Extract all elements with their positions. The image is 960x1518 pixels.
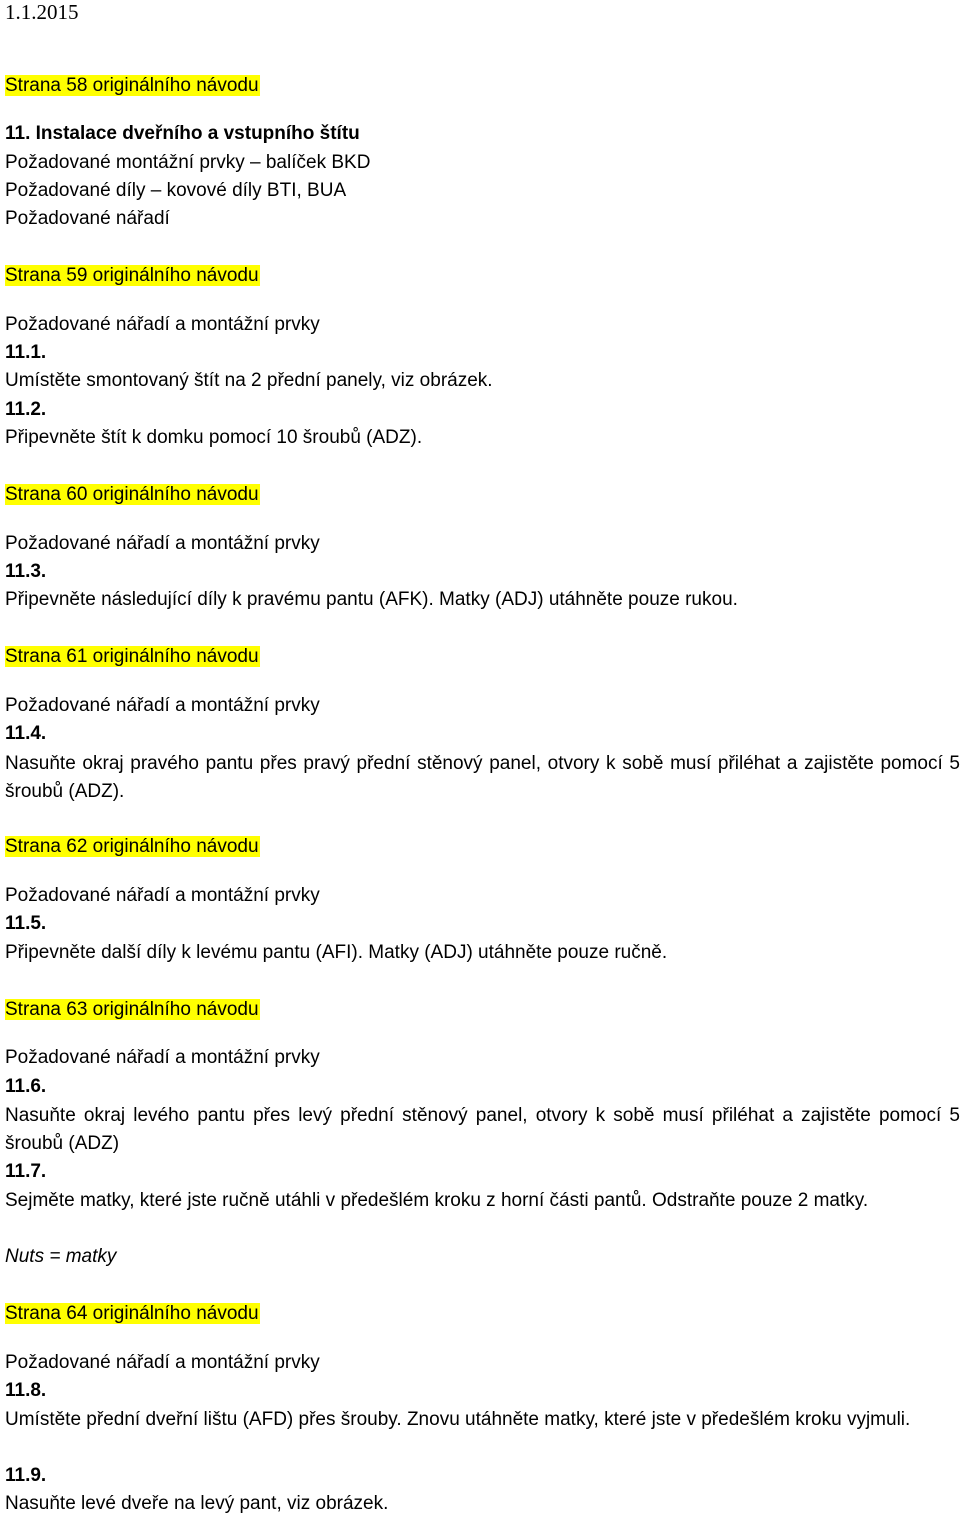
step-number-11-6: 11.6. (5, 1076, 47, 1097)
tools-and-parts-59: Požadované nářadí a montážní prvky (5, 314, 320, 335)
page-reference-61-text: Strana 61 originálního návodu (5, 646, 259, 667)
step-text-11-4: Nasuňte okraj pravého pantu přes pravý přední stěnový panel, otvory k sobě musí přiléhat a zajistěte pomocí 5 šroubů (ADZ). (5, 753, 960, 802)
page-reference-64 (5, 1302, 260, 1326)
step-number-11-2: 11.2. (5, 399, 47, 420)
tools-and-parts-60: Požadované nářadí a montážní prvky (5, 533, 320, 554)
page-reference-63 (5, 998, 260, 1022)
step-text-11-6: Nasuňte okraj levého pantu přes levý přední stěnový panel, otvory k sobě musí přiléhat a zajistěte pomocí 5 šroubů (ADZ) (5, 1105, 960, 1154)
page-reference-63-text: Strana 63 originálního návodu (5, 999, 259, 1020)
required-metal-parts-line: Požadované díly – kovové díly BTI, BUA (5, 180, 347, 201)
step-number-11-9: 11.9. (5, 1465, 47, 1486)
tools-and-parts-61: Požadované nářadí a montážní prvky (5, 695, 320, 716)
step-number-11-5: 11.5. (5, 913, 47, 934)
step-number-11-4: 11.4. (5, 723, 47, 744)
step-text-11-2: Připevněte štít k domku pomocí 10 šroubů (ADZ). (5, 427, 423, 448)
required-parts-line: Požadované montážní prvky – balíček BKD (5, 152, 371, 173)
page-reference-60 (5, 483, 260, 507)
step-text-11-8: Umístěte přední dveřní lištu (AFD) přes šrouby. Znovu utáhněte matky, které jste v předešlém kroku vyjmuli. (5, 1409, 911, 1430)
translation-note: Nuts = matky (5, 1246, 117, 1267)
step-number-11-8: 11.8. (5, 1380, 47, 1401)
page-reference-64-text: Strana 64 originálního návodu (5, 1303, 259, 1324)
page-reference-59 (5, 264, 260, 288)
step-text-11-1: Umístěte smontovaný štít na 2 přední panely, viz obrázek. (5, 370, 493, 391)
required-tools-line: Požadované nářadí (5, 208, 170, 229)
page-reference-62 (5, 835, 260, 859)
tools-and-parts-62: Požadované nářadí a montážní prvky (5, 885, 320, 906)
page-reference-60-text: Strana 60 originálního návodu (5, 484, 259, 505)
tools-and-parts-64: Požadované nářadí a montážní prvky (5, 1352, 320, 1373)
step-number-11-3: 11.3. (5, 561, 47, 582)
step-text-11-9: Nasuňte levé dveře na levý pant, viz obrázek. (5, 1493, 389, 1514)
step-number-11-1: 11.1. (5, 342, 47, 363)
tools-and-parts-63: Požadované nářadí a montážní prvky (5, 1047, 320, 1068)
section-title: 11. Instalace dveřního a vstupního štítu (5, 123, 360, 144)
step-text-11-3: Připevněte následující díly k pravému pantu (AFK). Matky (ADJ) utáhněte pouze rukou. (5, 589, 738, 610)
page-reference-58-text: Strana 58 originálního návodu (5, 75, 259, 96)
step-number-11-7: 11.7. (5, 1161, 47, 1182)
step-text-11-5: Připevněte další díly k levému pantu (AFI). Matky (ADJ) utáhněte pouze ručně. (5, 942, 668, 963)
document-date: 1.1.2015 (5, 0, 79, 24)
step-text-11-7: Sejměte matky, které jste ručně utáhli v předešlém kroku z horní části pantů. Odstraňte pouze 2 matky. (5, 1190, 869, 1211)
page-reference-59-text: Strana 59 originálního návodu (5, 265, 259, 286)
page-reference-62-text: Strana 62 originálního návodu (5, 836, 259, 857)
page-reference-61 (5, 645, 260, 669)
page-reference-58 (5, 74, 260, 98)
